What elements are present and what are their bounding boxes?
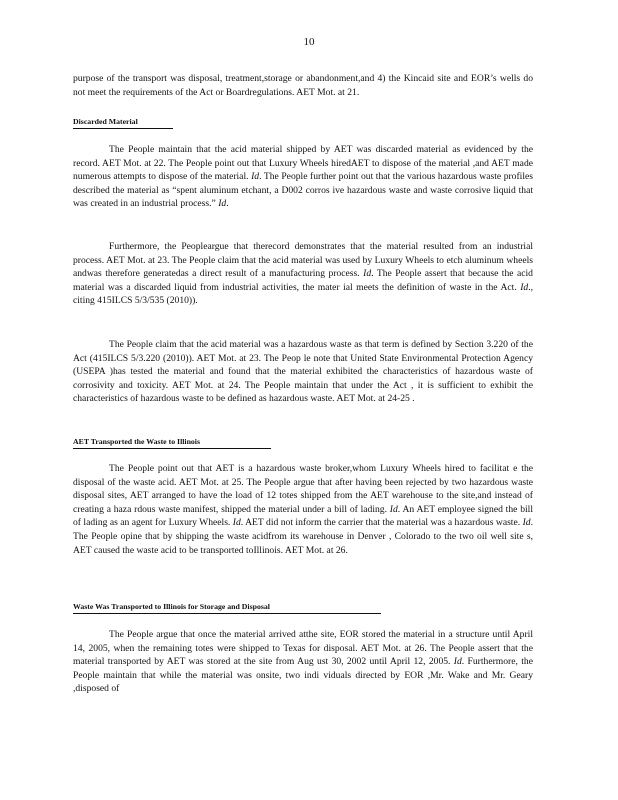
paragraph: The People maintain that the acid material shipped by AET was discarded material as evidenced by the record. AET Mot. at 22. The People point out that Luxury Wheels hiredAET to dispose of the material ,and AET made numerous attempts to dispose of the material. Id. The People further point out that the various hazardous waste profiles described the material as “spent aluminum etchant, a D002 corros ive hazardous waste and waste corrosive liquid that was created in an industrial process.” Id. <box>73 144 533 210</box>
paragraph: The People claim that the acid material was a hazardous waste as that term is defined by Section 3.220 of the Act (415ILCS 5/3.220 (2010)). AET Mot. at 23. The Peop le note that United State Environmental Protection Agency (USEPA )has tested the material and found that the material exhibited the characteristics of hazardous waste of corrosivity and toxicity. AET Mot. at 24. The People maintain that under the Act , it is sufficient to exhibit the characteristics of hazardous waste to be defined as hazardous waste. AET Mot. at 24-25 . <box>73 339 533 405</box>
section-heading-underline <box>73 448 271 449</box>
section-heading-waste-storage-disposal: Waste Was Transported to Illinois for Storage and Disposal <box>73 602 270 611</box>
paragraph: The People argue that once the material arrived atthe site, EOR stored the material in a structure until April 14, 2005, when the remaining totes were shipped to Texas for disposal. AET Mot. at 26. The People assert that the material transported by AET was stored at the site from Aug ust 30, 2002 until April 12, 2005. Id. Furthermore, the People maintain that while the material was onsite, two indi viduals directed by EOR ,Mr. Wake and Mr. Geary ,disposed of <box>73 629 533 695</box>
page-number: 10 <box>303 36 315 48</box>
section-heading-underline <box>73 613 381 614</box>
section-heading-aet-transported: AET Transported the Waste to Illinois <box>73 437 201 446</box>
intro-paragraph: purpose of the transport was disposal, treatment,storage or abandonment,and 4) the Kincaid site and EOR’s wells do not meet the requirements of the Act or Boardregulations. AET Mot. at 21. <box>73 73 533 98</box>
paragraph: The People point out that AET is a hazardous waste broker,whom Luxury Wheels hired to facilitat e the disposal of the waste acid. AET Mot. at 25. The People argue that after having been rejected by two hazardous waste disposal sites, AET arranged to have the load of 12 totes shipped from the AET warehouse to the site,and instead of creating a haza rdous waste manifest, shipped the material under a bill of lading. Id. An AET employee signed the bill of lading as an agent for Luxury Wheels. Id. AET did not inform the carrier that the material was a hazardous waste. Id. The People opine that by shipping the waste acidfrom its warehouse in Denver , Colorado to the two oil well site s, AET caused the waste acid to be transported toIllinois. AET Mot. at 26. <box>73 463 533 556</box>
section-heading-underline <box>73 128 173 129</box>
section-heading-discarded-material: Discarded Material <box>73 117 138 126</box>
paragraph: Furthermore, the Peopleargue that therecord demonstrates that the material resulted from an industrial process. AET Mot. at 23. The People claim that the acid material was used by Luxury Wheels to etch aluminum wheels andwas therefore generatedas a direct result of a manufacturing process. Id. The People assert that because the acid material was a discarded liquid from industrial activities, the mater ial meets the definition of waste in the Act. Id., citing 415ILCS 5/3/535 (2010)). <box>73 241 533 307</box>
